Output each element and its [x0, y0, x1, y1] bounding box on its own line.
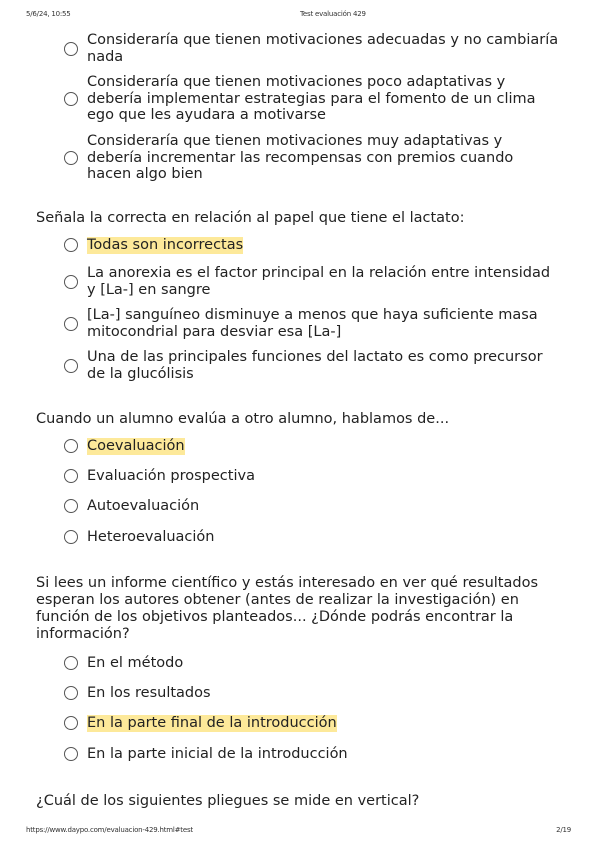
radio-button[interactable] — [64, 469, 78, 483]
radio-button[interactable] — [64, 151, 78, 165]
print-title: Test evaluación 429 — [300, 10, 366, 18]
radio-button[interactable] — [64, 656, 78, 670]
answer-option[interactable] — [64, 498, 564, 515]
radio-button[interactable] — [64, 275, 78, 289]
radio-button[interactable] — [64, 317, 78, 331]
radio-button[interactable] — [64, 238, 78, 252]
radio-button[interactable] — [64, 42, 78, 56]
option-text: Consideraría que tienen motivaciones muy adaptativas y debería incrementar las recompensas con premios cuando hacen algo bien — [87, 133, 514, 182]
option-text-correct: En la parte final de la introducción — [87, 715, 337, 731]
answer-option[interactable] — [64, 438, 564, 455]
print-url: https://www.daypo.com/evaluacion-429.html#test — [26, 826, 193, 834]
answer-option[interactable] — [64, 237, 564, 254]
question-text: ¿Cuál de los siguientes pliegues se mide en vertical? — [36, 793, 420, 809]
answer-option[interactable] — [64, 746, 564, 763]
option-text-correct: Coevaluación — [87, 438, 185, 454]
answer-option[interactable] — [64, 655, 564, 672]
radio-button[interactable] — [64, 716, 78, 730]
option-text-correct: Todas son incorrectas — [87, 237, 244, 253]
question-text: Cuando un alumno evalúa a otro alumno, hablamos de... — [36, 411, 450, 427]
radio-button[interactable] — [64, 530, 78, 544]
answer-option[interactable] — [64, 32, 564, 65]
answer-option[interactable] — [64, 349, 564, 382]
option-text: En el método — [87, 655, 184, 671]
option-text: En los resultados — [87, 685, 211, 701]
answer-option[interactable] — [64, 685, 564, 702]
answer-option[interactable] — [64, 468, 564, 485]
option-text: La anorexia es el factor principal en la relación entre intensidad y [La-] en sangre — [87, 265, 551, 298]
print-datetime: 5/6/24, 10:55 — [26, 10, 71, 18]
radio-button[interactable] — [64, 92, 78, 106]
radio-button[interactable] — [64, 747, 78, 761]
answer-option[interactable] — [64, 74, 564, 124]
option-text: Heteroevaluación — [87, 529, 215, 545]
radio-button[interactable] — [64, 359, 78, 373]
answer-option[interactable] — [64, 715, 564, 732]
option-text: Consideraría que tienen motivaciones adecuadas y no cambiaría nada — [87, 32, 559, 65]
option-text: Autoevaluación — [87, 498, 200, 514]
radio-button[interactable] — [64, 686, 78, 700]
option-text: Una de las principales funciones del lactato es como precursor de la glucólisis — [87, 349, 543, 382]
answer-option[interactable] — [64, 307, 564, 340]
answer-option[interactable] — [64, 265, 564, 298]
option-text: Consideraría que tienen motivaciones poco adaptativas y debería implementar estrategias para el fomento de un clima ego que les ayudara a motivarse — [87, 74, 536, 123]
question-text: Si lees un informe científico y estás interesado en ver qué resultados esperan los autores obtener (antes de realizar la investigación) en función de los objetivos planteados... ¿Dónde podrás encontrar la información? — [36, 575, 538, 642]
radio-button[interactable] — [64, 439, 78, 453]
option-text: [La-] sanguíneo disminuye a menos que haya suficiente masa mitocondrial para desviar esa [La-] — [87, 307, 538, 340]
radio-button[interactable] — [64, 499, 78, 513]
option-text: En la parte inicial de la introducción — [87, 746, 348, 762]
answer-option[interactable] — [64, 529, 564, 546]
page-number: 2/19 — [556, 826, 571, 834]
question-text: Señala la correcta en relación al papel que tiene el lactato: — [36, 210, 465, 226]
answer-option[interactable] — [64, 133, 564, 183]
option-text: Evaluación prospectiva — [87, 468, 255, 484]
